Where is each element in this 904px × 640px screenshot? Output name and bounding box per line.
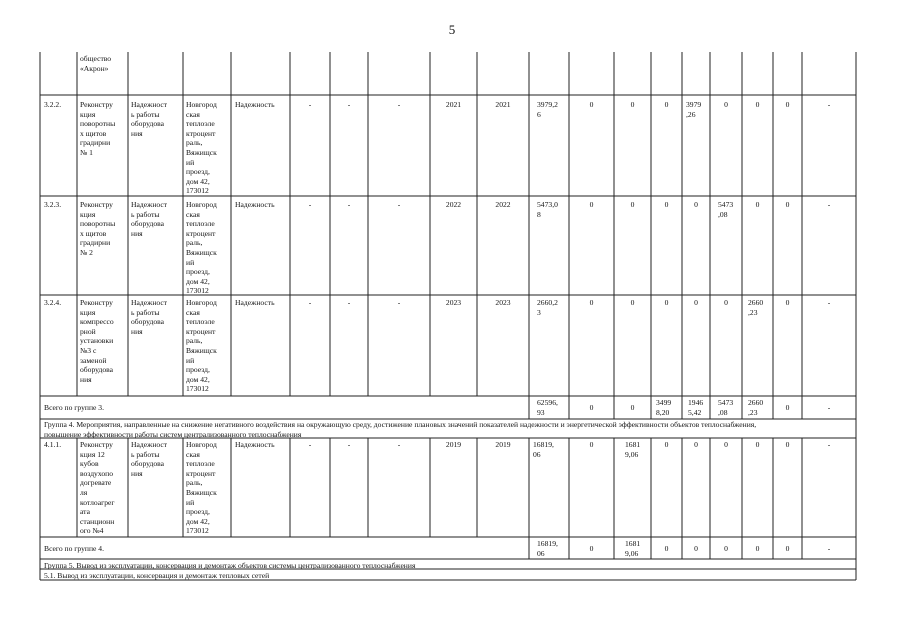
value-cell: 0 <box>589 100 594 109</box>
value-cell: 0 <box>694 440 698 449</box>
value-cell: 0 <box>630 100 635 109</box>
value-cell: - <box>827 403 831 412</box>
group-total-label: Всего по группе 3. <box>44 403 104 412</box>
address: Новгород ская теплоэле ктроцент раль, Вяжищск ий проезд, дом 42, 173012 <box>186 200 217 296</box>
dash-3: - <box>397 298 401 307</box>
row-number: 3.2.4. <box>44 298 62 307</box>
address: Новгород ская теплоэле ктроцент раль, Вяжищск ий проезд, дом 42, 173012 <box>186 440 217 536</box>
value-cell: 5473 ,08 <box>718 200 734 219</box>
purpose: Надежност ь работы оборудова ния <box>131 100 168 138</box>
value-cell: 0 <box>664 440 669 449</box>
value-cell: 0 <box>724 544 728 553</box>
value-cell: 0 <box>694 200 698 209</box>
dash-2: - <box>347 440 351 449</box>
value-cell: 0 <box>785 440 790 449</box>
value-cell: 0 <box>694 298 698 307</box>
value-cell: 0 <box>785 200 790 209</box>
dash-3: - <box>397 100 401 109</box>
value-cell: 1946 5,42 <box>688 398 704 417</box>
value-cell: 0 <box>664 544 669 553</box>
value-cell: 0 <box>664 298 669 307</box>
value-cell: 0 <box>694 544 698 553</box>
end-year: 2019 <box>495 440 511 449</box>
address: Новгород ская теплоэле ктроцент раль, Вяжищск ий проезд, дом 42, 173012 <box>186 100 217 196</box>
value-cell: 0 <box>785 403 790 412</box>
category: Надежность <box>235 440 275 449</box>
end-year: 2022 <box>495 200 511 209</box>
value-cell: 0 <box>664 100 669 109</box>
dash-3: - <box>397 200 401 209</box>
value-cell: 3979 ,26 <box>686 100 702 119</box>
value-cell: 0 <box>589 298 594 307</box>
value-cell: 0 <box>589 544 594 553</box>
dash-2: - <box>347 100 351 109</box>
value-cell: 0 <box>589 440 594 449</box>
value-cell: 2660 ,23 <box>748 298 764 317</box>
value-cell: 0 <box>630 200 635 209</box>
total-cost: 3979,2 6 <box>537 100 558 119</box>
value-cell: - <box>827 200 831 209</box>
group-4-header: Группа 4. Мероприятия, направленные на снижение негативного воздействия на окружающую среду, достижение плановых значений показателей надежности и энергетической эффективности объектов теплоснабжения, повышение эффективности работы систем централизованного теплоснабжения <box>44 420 757 439</box>
category: Надежность <box>235 100 275 109</box>
group-total-cost: 62596, 93 <box>537 398 558 417</box>
value-cell: 0 <box>755 200 760 209</box>
value-cell: - <box>827 298 831 307</box>
category: Надежность <box>235 298 275 307</box>
purpose: Надежност ь работы оборудова ния <box>131 440 168 478</box>
value-cell: 1681 9,06 <box>625 539 641 558</box>
value-cell: 2660 ,23 <box>748 398 764 417</box>
org-cell: общество «Акрон» <box>80 54 112 73</box>
value-cell: 0 <box>755 100 760 109</box>
dash-2: - <box>347 200 351 209</box>
group-total-cost: 16819, 06 <box>537 539 558 558</box>
group-total-label: Всего по группе 4. <box>44 544 104 553</box>
row-number: 4.1.1. <box>44 440 62 449</box>
value-cell: 0 <box>724 298 728 307</box>
measure-name: Реконстру кция 12 кубов воздухопо догревате ля котлоагрег ата станционн ого №4 <box>80 440 115 536</box>
measure-name: Реконстру кция поворотны х щитов градирни № 1 <box>80 100 116 157</box>
dash-1: - <box>308 440 312 449</box>
value-cell: 0 <box>589 200 594 209</box>
address: Новгород ская теплоэле ктроцент раль, Вяжищск ий проезд, дом 42, 173012 <box>186 298 217 394</box>
value-cell: 0 <box>630 298 635 307</box>
end-year: 2021 <box>495 100 511 109</box>
measure-name: Реконстру кция компрессо рной установки №3 с заменой оборудова ния <box>80 298 114 384</box>
row-number: 3.2.3. <box>44 200 62 209</box>
value-cell: 0 <box>664 200 669 209</box>
category: Надежность <box>235 200 275 209</box>
dash-1: - <box>308 298 312 307</box>
value-cell: 3499 8,20 <box>656 398 672 417</box>
value-cell: 0 <box>589 403 594 412</box>
value-cell: - <box>827 100 831 109</box>
end-year: 2023 <box>495 298 511 307</box>
purpose: Надежност ь работы оборудова ния <box>131 200 168 238</box>
value-cell: - <box>827 440 831 449</box>
value-cell: 0 <box>755 544 760 553</box>
value-cell: - <box>827 544 831 553</box>
value-cell: 0 <box>785 544 790 553</box>
value-cell: 0 <box>785 100 790 109</box>
value-cell: 0 <box>630 403 635 412</box>
dash-3: - <box>397 440 401 449</box>
page-number: 5 <box>448 22 456 37</box>
value-cell: 0 <box>724 440 728 449</box>
start-year: 2022 <box>445 200 462 209</box>
value-cell: 1681 9,06 <box>625 440 641 459</box>
row-number: 3.2.2. <box>44 100 62 109</box>
purpose: Надежност ь работы оборудова ния <box>131 298 168 336</box>
value-cell: 0 <box>755 440 760 449</box>
start-year: 2019 <box>445 440 462 449</box>
start-year: 2021 <box>445 100 462 109</box>
subgroup-5-1-header: 5.1. Вывод из эксплуатации, консервация и демонтаж тепловых сетей <box>44 571 270 580</box>
value-cell: 0 <box>785 298 790 307</box>
measure-name: Реконстру кция поворотны х щитов градирни № 2 <box>80 200 116 257</box>
dash-1: - <box>308 200 312 209</box>
dash-2: - <box>347 298 351 307</box>
value-cell: 0 <box>724 100 728 109</box>
start-year: 2023 <box>445 298 462 307</box>
value-cell: 5473 ,08 <box>718 398 734 417</box>
dash-1: - <box>308 100 312 109</box>
total-cost: 2660,2 3 <box>537 298 558 317</box>
group-5-header: Группа 5. Вывод из эксплуатации, консервация и демонтаж объектов системы централизованного теплоснабжения <box>44 561 416 570</box>
total-cost: 16819, 06 <box>533 440 554 459</box>
total-cost: 5473,0 8 <box>537 200 558 219</box>
